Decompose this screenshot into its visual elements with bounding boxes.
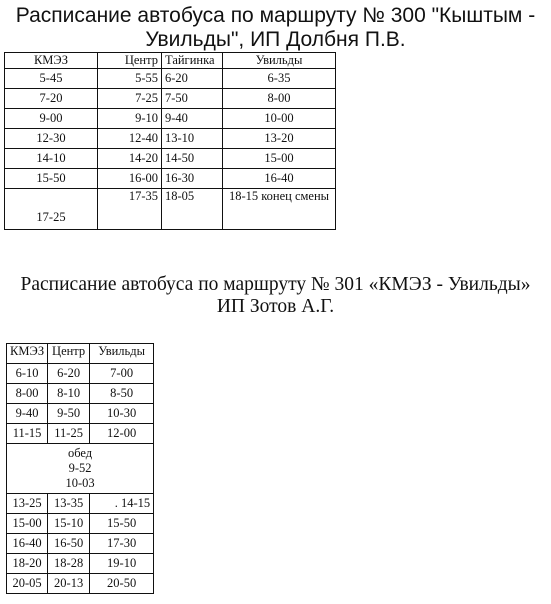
header-kmez: КМЭЗ	[5, 53, 98, 69]
table-row	[7, 364, 154, 384]
cell-kmez: 9-40	[7, 404, 48, 424]
cell-kmez: 5-45	[5, 69, 98, 89]
route-301-table	[6, 343, 154, 594]
cell-center: 17-35	[98, 189, 162, 230]
cell-uvildy: 15-50	[90, 514, 154, 534]
cell-kmez: 9-00	[5, 109, 98, 129]
cell-kmez: 11-15	[7, 424, 48, 444]
lunch-break-label: обед	[67, 446, 93, 460]
table-row	[7, 404, 154, 424]
cell-center: 16-00	[98, 169, 162, 189]
cell-taiginka: 6-20	[162, 69, 223, 89]
cell-center: 8-10	[48, 384, 90, 404]
cell-center: 16-50	[48, 534, 90, 554]
table-row	[5, 109, 336, 129]
cell-uvildy: 13-20	[223, 129, 336, 149]
cell-kmez: 7-20	[5, 89, 98, 109]
cell-uvildy: 7-00	[90, 364, 154, 384]
cell-uvildy: 6-35	[223, 69, 336, 89]
lunch-break-from: 9-52	[68, 461, 92, 475]
cell-center: 20-13	[48, 574, 90, 594]
cell-taiginka: 16-30	[162, 169, 223, 189]
header-uvildy: Увильды	[90, 344, 154, 364]
cell-uvildy: 17-30	[90, 534, 154, 554]
route-300-title	[0, 4, 551, 52]
table-row	[5, 69, 336, 89]
cell-center: 15-10	[48, 514, 90, 534]
cell-uvildy: . 14-15	[90, 494, 154, 514]
cell-kmez: 12-30	[5, 129, 98, 149]
cell-uvildy: 18-15 конец смены	[223, 189, 336, 230]
header-center: Центр	[48, 344, 90, 364]
table-row	[5, 129, 336, 149]
route-301-title-line1: Расписание автобуса по маршруту № 301 «КМЭЗ - Увильды»	[20, 274, 531, 295]
cell-kmez: 16-40	[7, 534, 48, 554]
cell-uvildy: 8-50	[90, 384, 154, 404]
cell-taiginka: 13-10	[162, 129, 223, 149]
cell-kmez: 17-25	[5, 189, 98, 230]
cell-center: 11-25	[48, 424, 90, 444]
route-301-title	[0, 274, 551, 319]
table-header-row	[7, 344, 154, 364]
table-row	[7, 554, 154, 574]
cell-uvildy: 19-10	[90, 554, 154, 574]
header-center: Центр	[98, 53, 162, 69]
cell-uvildy: 8-00	[223, 89, 336, 109]
cell-center: 18-28	[48, 554, 90, 574]
cell-kmez: 14-10	[5, 149, 98, 169]
route-300-title-line1: Расписание автобуса по маршруту № 300 "Кыштым -	[15, 4, 536, 27]
table-row	[7, 514, 154, 534]
cell-uvildy: 10-00	[223, 109, 336, 129]
cell-center: 9-10	[98, 109, 162, 129]
table-row	[5, 189, 336, 230]
cell-center: 12-40	[98, 129, 162, 149]
table-row	[7, 534, 154, 554]
cell-kmez: 15-00	[7, 514, 48, 534]
cell-kmez: 6-10	[7, 364, 48, 384]
cell-center: 5-55	[98, 69, 162, 89]
table-row	[5, 89, 336, 109]
cell-uvildy: 12-00	[90, 424, 154, 444]
cell-kmez: 8-00	[7, 384, 48, 404]
table-row	[7, 574, 154, 594]
table-row	[7, 384, 154, 404]
cell-uvildy: 10-30	[90, 404, 154, 424]
cell-kmez: 18-20	[7, 554, 48, 574]
cell-center: 14-20	[98, 149, 162, 169]
cell-center: 6-20	[48, 364, 90, 384]
cell-taiginka: 9-40	[162, 109, 223, 129]
lunch-break-cell	[7, 444, 154, 494]
header-kmez: КМЭЗ	[7, 344, 48, 364]
cell-kmez: 20-05	[7, 574, 48, 594]
route-301-title-line2: ИП Зотов А.Г.	[216, 296, 335, 318]
table-row	[5, 169, 336, 189]
cell-center: 7-25	[98, 89, 162, 109]
cell-center: 13-35	[48, 494, 90, 514]
route-300-title-line2: Увильды", ИП Долбня П.В.	[145, 28, 406, 52]
header-uvildy: Увильды	[223, 53, 336, 69]
table-row	[7, 424, 154, 444]
cell-center: 9-50	[48, 404, 90, 424]
cell-kmez: 13-25	[7, 494, 48, 514]
lunch-break-row	[7, 444, 154, 494]
cell-taiginka: 18-05	[162, 189, 223, 230]
cell-uvildy: 15-00	[223, 149, 336, 169]
table-row	[5, 149, 336, 169]
cell-uvildy: 16-40	[223, 169, 336, 189]
route-300-table	[4, 52, 336, 230]
cell-taiginka: 7-50	[162, 89, 223, 109]
cell-kmez: 15-50	[5, 169, 98, 189]
header-taiginka: Тайгинка	[162, 53, 223, 69]
table-header-row	[5, 53, 336, 69]
table-row	[7, 494, 154, 514]
cell-uvildy: 20-50	[90, 574, 154, 594]
lunch-break-to: 10-03	[65, 476, 95, 490]
cell-taiginka: 14-50	[162, 149, 223, 169]
